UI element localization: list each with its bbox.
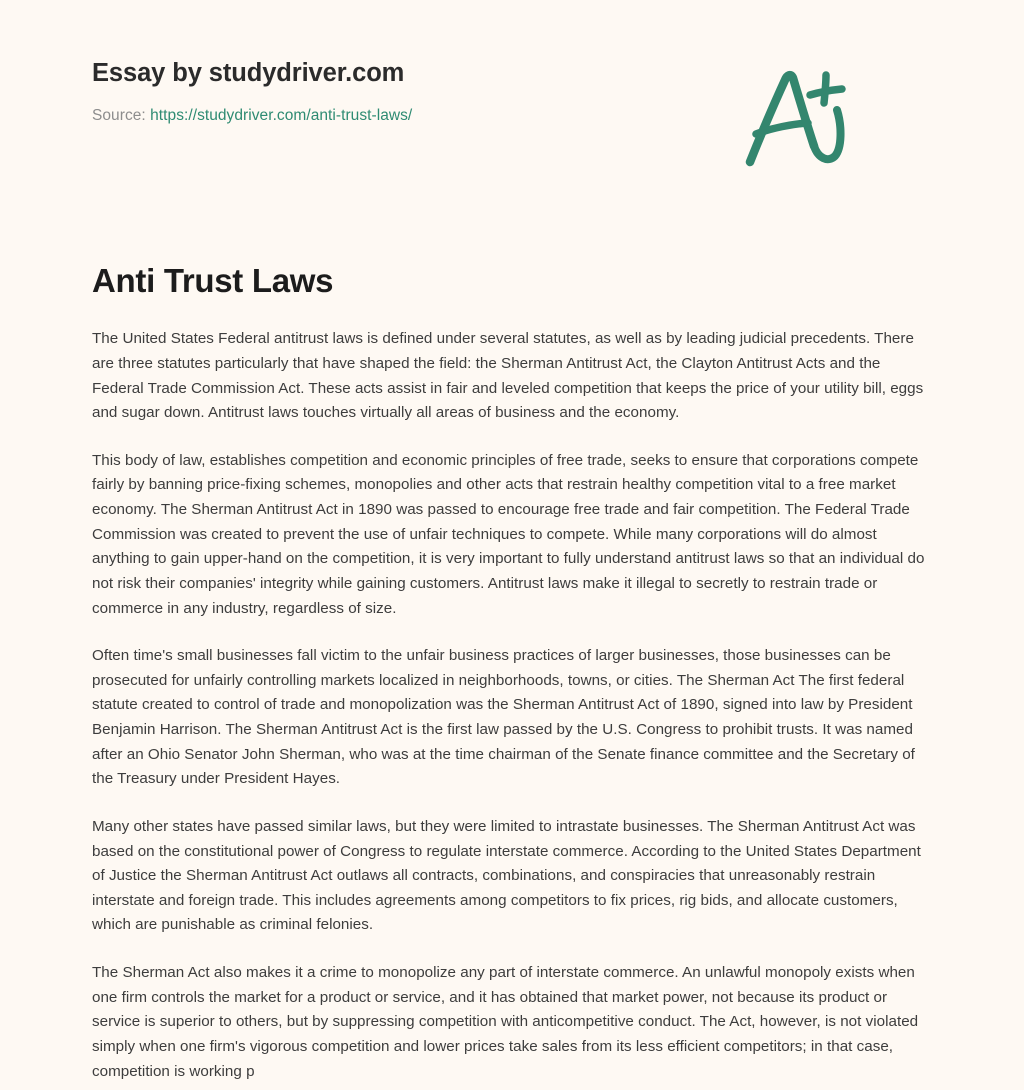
paragraph: The Sherman Act also makes it a crime to monopolize any part of interstate commerce. An unlawful monopoly exists when one firm controls the market for a product or service, and it has obtained that market power, not because its product or service is superior to others, but by suppressing competition with anticompetitive conduct. The Act, however, is not violated simply when one firm's vigorous competition and lower prices take sales from its less efficient competitors; in that case, competition is working p [92, 964, 919, 1080]
a-plus-logo-icon [736, 62, 856, 170]
source-label: Source: [92, 106, 146, 124]
source-link[interactable]: https://studydriver.com/anti-trust-laws/ [150, 106, 413, 124]
page-title: Anti Trust Laws [92, 262, 334, 299]
essay-body [92, 301, 932, 1084]
page-header [92, 0, 932, 150]
byline: Essay by studydriver.com [92, 59, 405, 87]
paragraph: The United States Federal antitrust laws is defined under several statutes, as well as by leading judicial precedents. There are three statutes particularly that have shaped the field: the Sherman Antitrust Act, the Clayton Antitrust Acts and the Federal Trade Commission Act. These acts assist in fair and leveled competition that keeps the price of your utility bill, eggs and sugar down. Antitrust laws touches virtually all areas of business and the economy. [92, 330, 924, 422]
paragraph: This body of law, establishes competition and economic principles of free trade, seeks to ensure that corporations compete fairly by banning price-fixing schemes, monopolies and other acts that restrain healthy competition vital to a free market economy. The Sherman Antitrust Act in 1890 was passed to encourage free trade and fair competition. The Federal Trade Commission was created to prevent the use of unfair techniques to compete. While many corporations will do almost anything to gain upper-hand on the competition, it is very important to fully understand antitrust laws so that an individual do not risk their companies' integrity while gaining customers. Antitrust laws make it illegal to secretly to restrain trade or commerce in any industry, regardless of size. [92, 451, 925, 617]
paragraph: Many other states have passed similar laws, but they were limited to intrastate businesses. The Sherman Antitrust Act was based on the constitutional power of Congress to regulate interstate commerce. According to the United States Department of Justice the Sherman Antitrust Act outlaws all contracts, combinations, and conspiracies that unreasonably restrain interstate and foreign trade. This includes agreements among competitors to fix prices, rig bids, and allocate customers, which are punishable as criminal felonies. [92, 817, 921, 934]
paragraph: Often time's small businesses fall victim to the unfair business practices of larger businesses, those businesses can be prosecuted for unfairly controlling markets localized in neighborhoods, towns, or cities. The Sherman Act The first federal statute created to control of trade and monopolization was the Sherman Antitrust Act of 1890, signed into law by President Benjamin Harrison. The Sherman Antitrust Act is the first law passed by the U.S. Congress to prohibit trusts. It was named after an Ohio Senator John Sherman, who was at the time chairman of the Senate finance committee and the Secretary of the Treasury under President Hayes. [92, 647, 915, 788]
